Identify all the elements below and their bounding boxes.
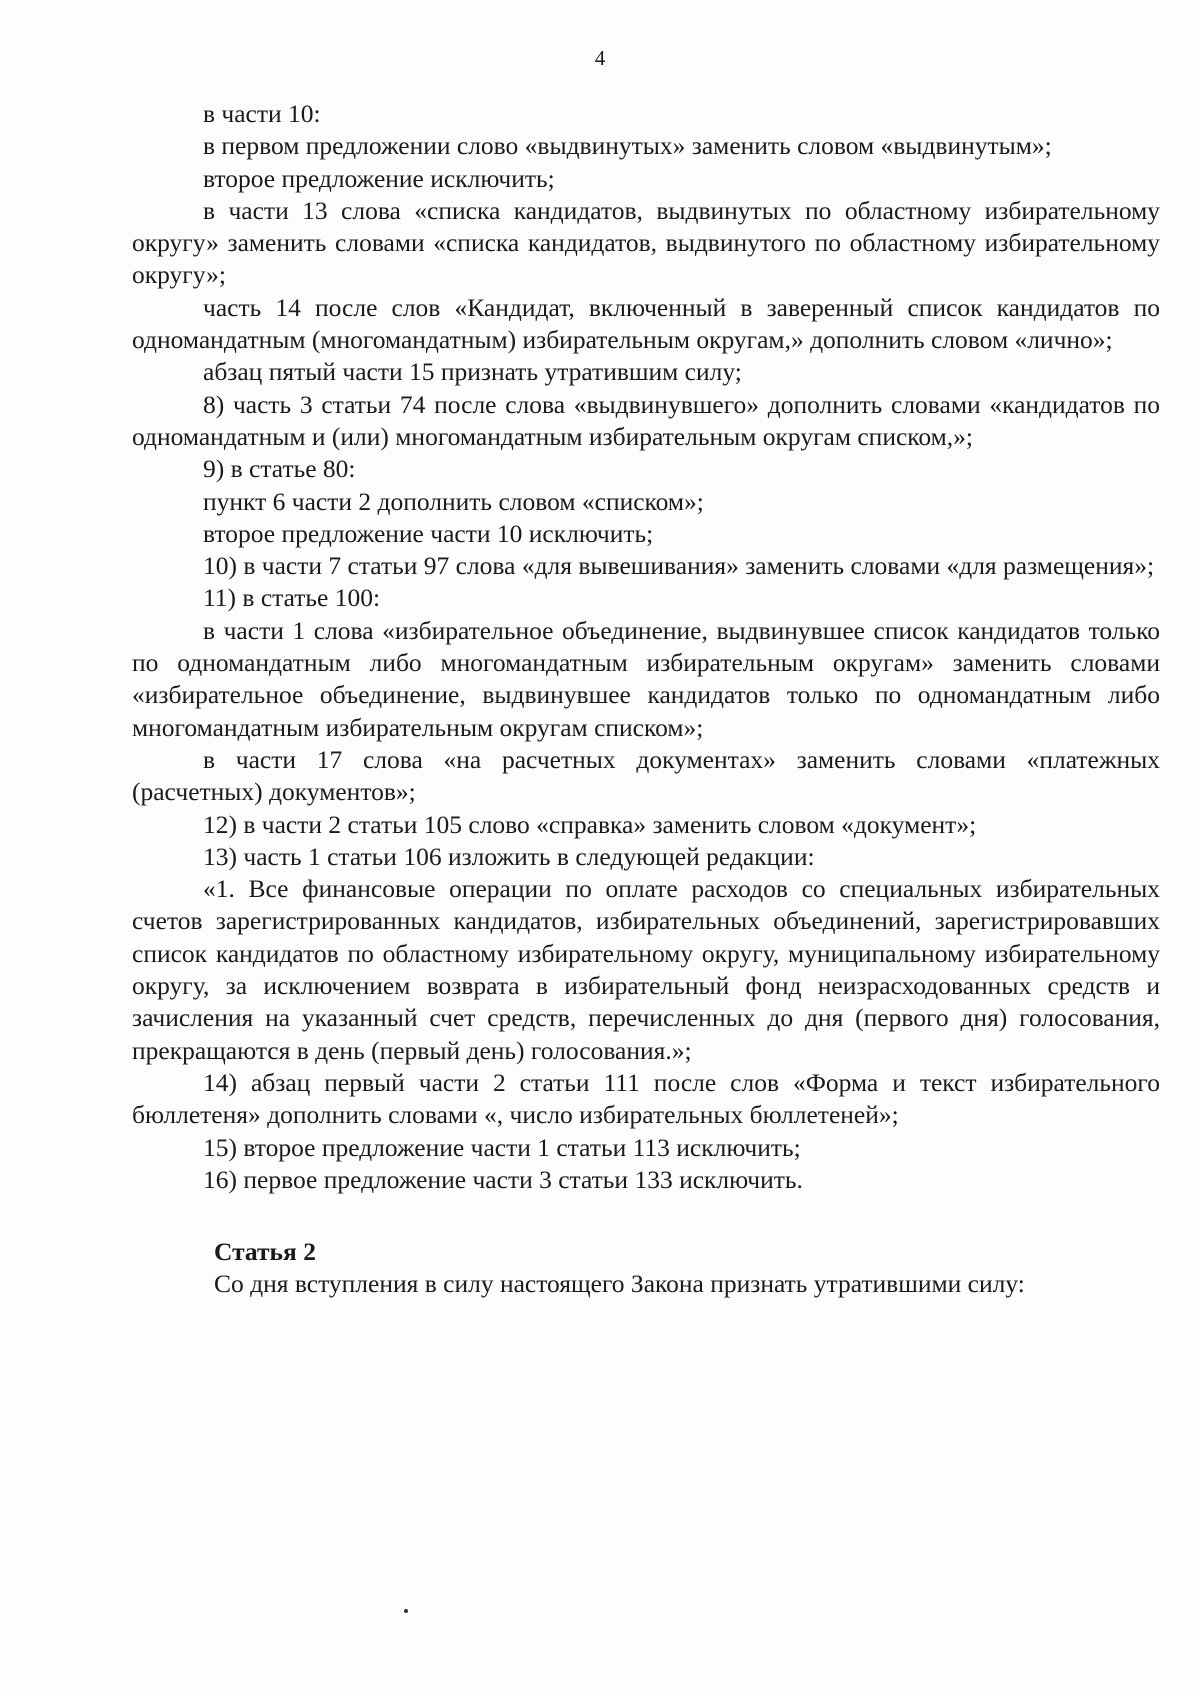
paragraph-item-11: 11) в статье 100: [203, 583, 381, 613]
paragraph-item-13: 13) часть 1 статьи 106 изложить в следующей редакции: [203, 841, 815, 871]
paragraph-item-11-part-17: в части 17 слова «на расчетных документах» заменить словами «платежных (расчетных) документов»; [132, 744, 1160, 807]
paragraph-item-13-text: «1. Все финансовые операции по оплате расходов со специальных избирательных счетов зарегистрированных кандидатов, избирательных объединений, зарегистрировавших список кандидатов по областному избирательному округу, муниципальному избирательному округу, за исключением возврата в избирательный фонд неизрасходованных средств и зачисления на указанный счет средств, перечисленных до дня (первого дня) голосования, прекращаются в день (первый день) голосования.»; [132, 874, 1160, 1065]
section-spacer [132, 1196, 1160, 1236]
scan-speck [404, 1609, 408, 1613]
paragraph-part-14: часть 14 после слов «Кандидат, включенный в заверенный список кандидатов по одномандатным (многомандатным) избирательным округам,» дополнить словом «лично»; [132, 292, 1160, 355]
paragraph-item-9-part-10: второе предложение части 10 исключить; [203, 518, 654, 548]
page-number: 4 [594, 46, 606, 70]
paragraph-item-8: 8) часть 3 статьи 74 после слова «выдвинувшего» дополнить словами «кандидатов по одномандатным и (или) многомандатным избирательным округам списком,»; [132, 389, 1160, 451]
paragraph-part-10: в части 10: [203, 99, 321, 128]
paragraph-item-16: 16) первое предложение части 3 статьи 133 исключить. [203, 1164, 803, 1194]
paragraph-part-15: абзац пятый части 15 признать утратившим силу; [203, 357, 742, 387]
paragraph-item-15: 15) второе предложение части 1 статьи 113 исключить; [203, 1132, 801, 1162]
article-text: Со дня вступления в силу настоящего Закона признать утратившими силу: [214, 1269, 1025, 1299]
paragraph-item-9-point-6: пункт 6 части 2 дополнить словом «списком»; [203, 486, 704, 516]
paragraph-item-9: 9) в статье 80: [203, 454, 356, 484]
article-heading: Статья 2 [214, 1237, 316, 1267]
paragraph-item-10: 10) в части 7 статьи 97 слова «для вывешивания» заменить словами «для размещения»; [203, 551, 1155, 581]
document-body [132, 98, 1160, 1301]
paragraph-part-13: в части 13 слова «списка кандидатов, выдвинутых по областному избирательному округу» заменить словами «списка кандидатов, выдвинутого по областному избирательному округу»; [132, 195, 1160, 290]
paragraph-item-12: 12) в части 2 статьи 105 слово «справка» заменить словом «документ»; [203, 809, 977, 839]
paragraph-item-11-part-1: в части 1 слова «избирательное объединение, выдвинувшее список кандидатов только по одномандатным либо многомандатным избирательным округам» заменить словами «избирательное объединение, выдвинувшее кандидатов только по одномандатным либо многомандатным избирательным округам списком»; [132, 615, 1160, 742]
paragraph-first-sentence: в первом предложении слово «выдвинутых» заменить словом «выдвинутым»; [203, 131, 1052, 161]
paragraph-second-sentence: второе предложение исключить; [203, 163, 555, 193]
paragraph-item-14: 14) абзац первый части 2 статьи 111 после слов «Форма и текст избирательного бюллетеня» дополнить словами «, число избирательных бюллетеней»; [132, 1067, 1160, 1130]
